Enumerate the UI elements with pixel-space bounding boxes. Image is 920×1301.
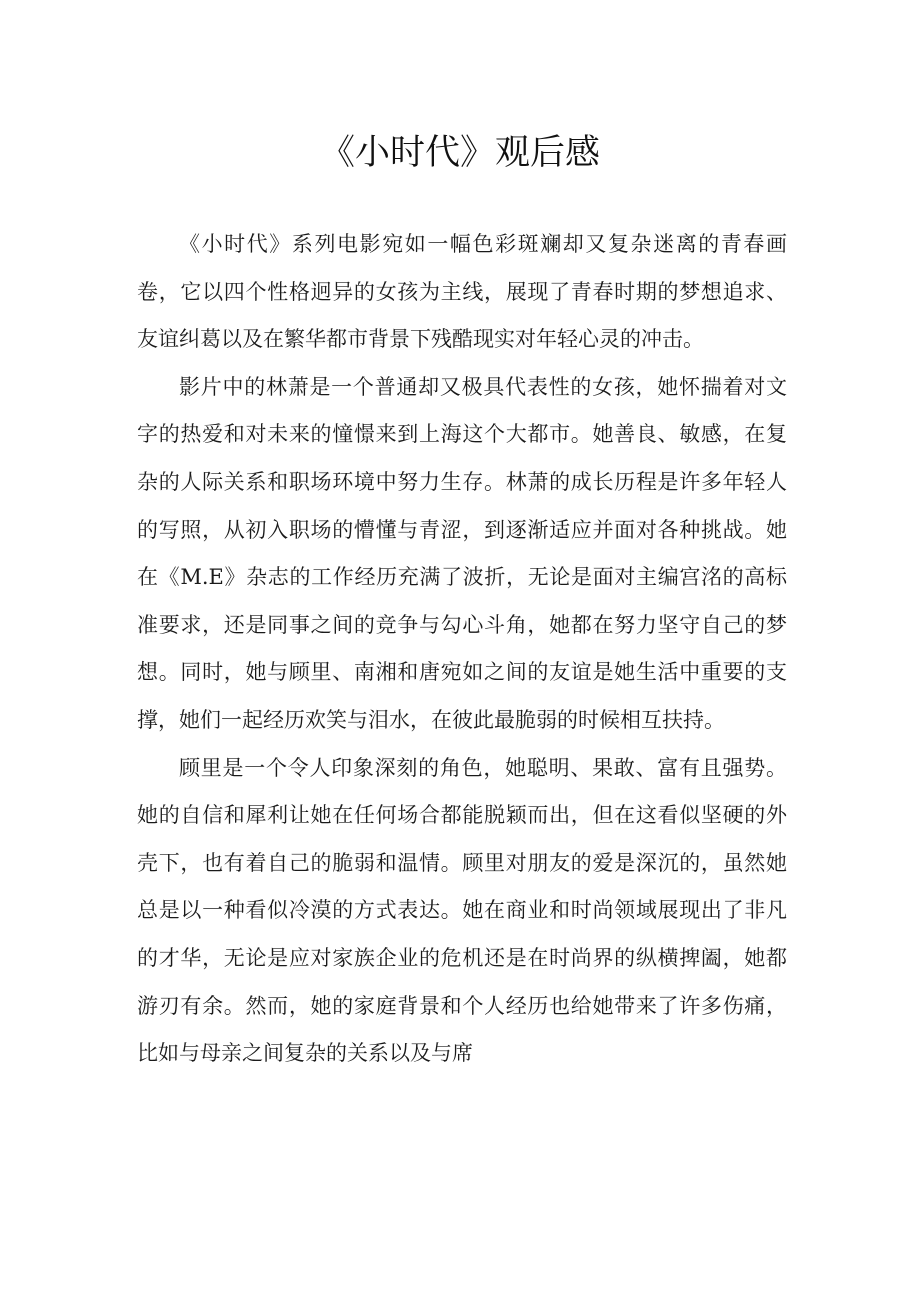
paragraph-1: 《小时代》系列电影宛如一幅色彩斑斓却又复杂迷离的青春画卷，它以四个性格迥异的女孩为主线，展现了青春时期的梦想追求、友谊纠葛以及在繁华都市背景下残酷现实对年轻心灵的冲击。 [137, 232, 787, 352]
paragraph-2: 影片中的林萧是一个普通却又极具代表性的女孩，她怀揣着对文字的热爱和对未来的憧憬来到上海这个大都市。她善良、敏感，在复杂的人际关系和职场环境中努力生存。林萧的成长历程是许多年轻人的写照，从初入职场的懵懂与青涩，到逐渐适应并面对各种挑战。她在《M.E》杂志的工作经历充满了波折，无论是面对主编宫洺的高标准要求，还是同事之间的竞争与勾心斗角，她都在努力坚守自己的梦想。同时，她与顾里、南湘和唐宛如之间的友谊是她生活中重要的支撑，她们一起经历欢笑与泪水，在彼此最脆弱的时候相互扶持。 [137, 374, 787, 732]
paragraph-3: 顾里是一个令人印象深刻的角色，她聪明、果敢、富有且强势。她的自信和犀利让她在任何场合都能脱颖而出，但在这看似坚硬的外壳下，也有着自己的脆弱和温情。顾里对朋友的爱是深沉的，虽然她总是以一种看似冷漠的方式表达。她在商业和时尚领域展现出了非凡的才华，无论是应对家族企业的危机还是在时尚界的纵横捭阖，她都游刃有余。然而，她的家庭背景和个人经历也给她带来了许多伤痛，比如与母亲之间复杂的关系以及与席 [137, 755, 787, 1066]
document-body [137, 221, 787, 1078]
document-title: 《小时代》观后感 [319, 133, 600, 173]
